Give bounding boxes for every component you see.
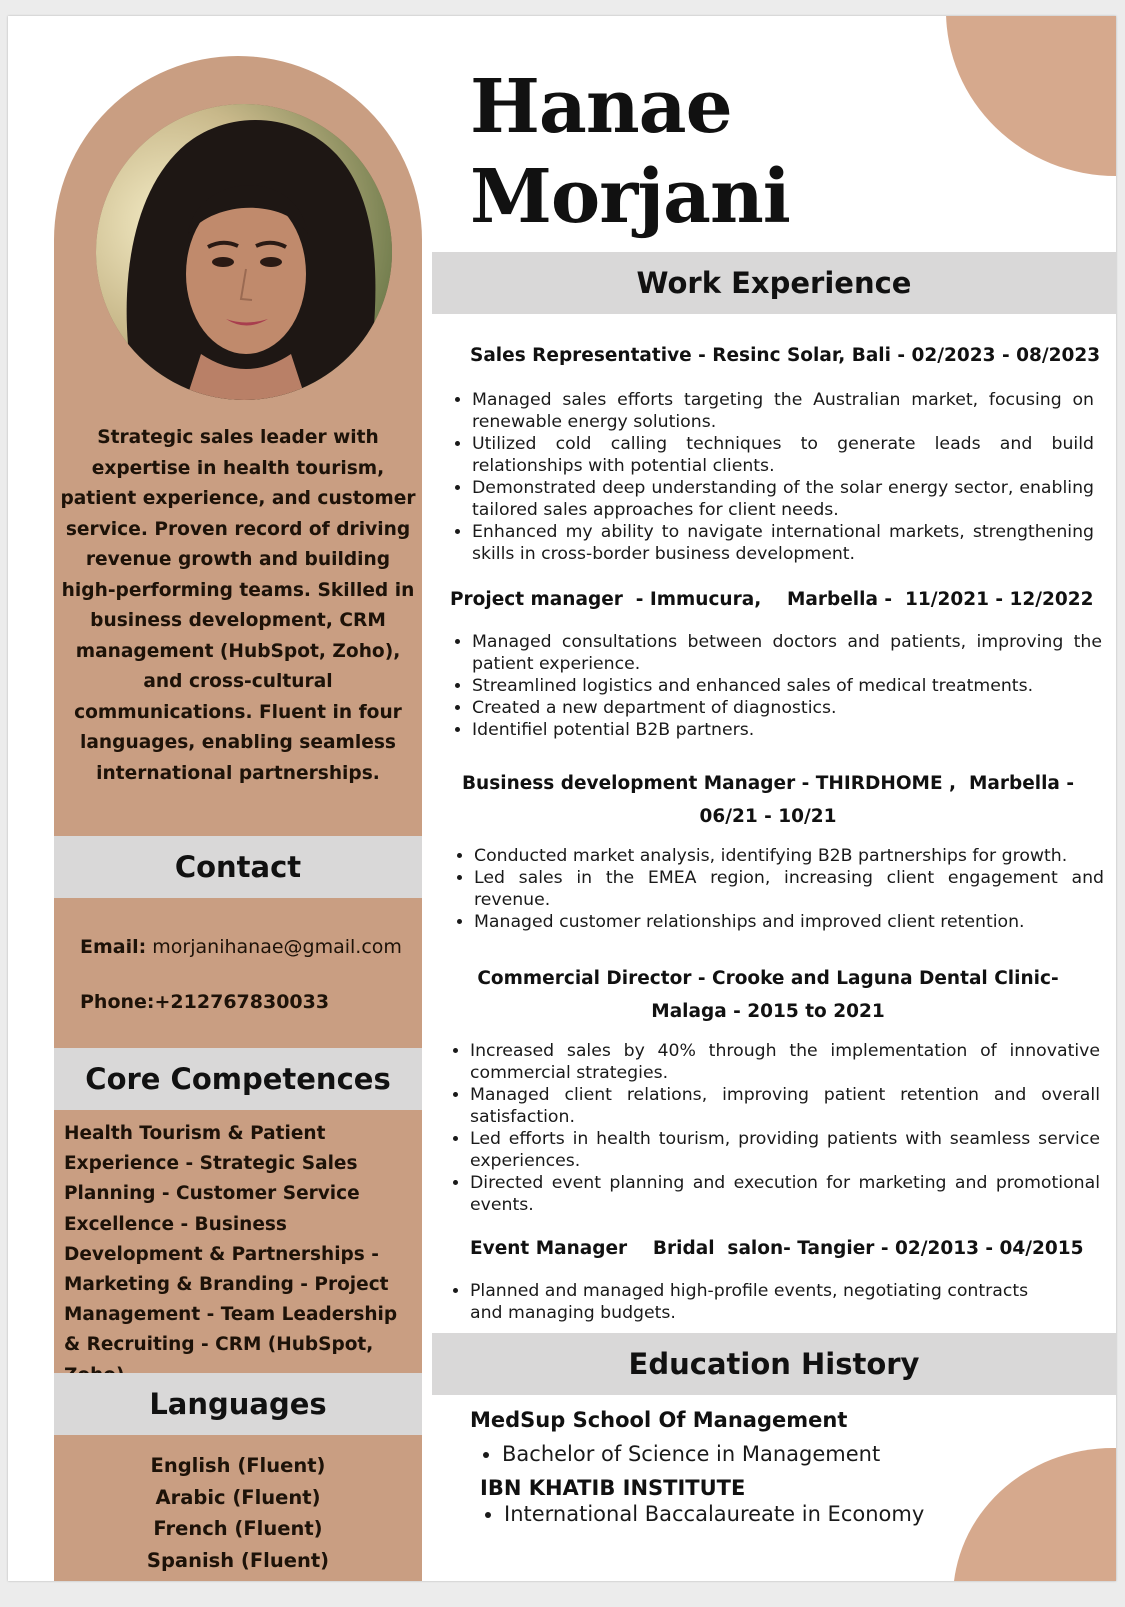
phone-value[interactable]: +212767830033 (154, 991, 330, 1013)
decor-circle-top (946, 16, 1116, 176)
job-title: Project manager - Immucura, Marbella - 11/2021 - 12/2022 (450, 589, 1094, 610)
language-item: English (Fluent) (150, 1454, 326, 1477)
contact-phone[interactable] (80, 991, 329, 1013)
job-bullet: • Increased sales by 40% through the implementation of innovative commercial strategies. (470, 1040, 1100, 1084)
resume-page (8, 16, 1116, 1581)
education-heading: Education History (432, 1333, 1116, 1395)
contact-email[interactable] (80, 936, 402, 958)
email-value[interactable]: morjanihanae@gmail.com (152, 936, 402, 958)
job-bullet: • Managed customer relationships and improved client retention. (474, 911, 1104, 933)
job-bullet: • Identifiel potential B2B partners. (472, 719, 1102, 741)
school-name: IBN KHATIB INSTITUTE (480, 1476, 746, 1500)
job-bullets (448, 1040, 1100, 1216)
school-name: MedSup School Of Management (470, 1408, 848, 1432)
first-name: Hanae (470, 64, 732, 150)
job-title-line: Malaga - 2015 to 2021 (651, 1001, 885, 1022)
job-bullets (452, 845, 1104, 933)
job-title-line: Commercial Director - Crooke and Laguna Dental Clinic- (477, 968, 1059, 989)
language-item: Arabic (Fluent) (155, 1485, 321, 1509)
degree-list (478, 1442, 880, 1466)
phone-label: Phone: (80, 991, 155, 1013)
job-bullet: • Managed sales efforts targeting the Australian market, focusing on renewable energy solutions. (472, 389, 1094, 433)
languages-list (54, 1450, 422, 1577)
profile-summary: Strategic sales leader with expertise in health tourism, patient experience, and customer service. Proven record of driving revenue growth and building high-performing teams. Skilled in business development, CRM management (HubSpot, Zoho), and cross-cultural communications. Fluent in four languages, enabling seamless international partnerships. (60, 427, 416, 784)
contact-heading: Contact (54, 836, 422, 898)
job-bullet: • Planned and managed high-profile events, negotiating contracts and managing budgets. (470, 1280, 1050, 1324)
work-experience-heading: Work Experience (432, 252, 1116, 314)
languages-heading: Languages (54, 1373, 422, 1435)
job-bullet: • Created a new department of diagnostics. (472, 697, 1102, 719)
job-title-line: 06/21 - 10/21 (699, 806, 837, 827)
job-bullets (450, 631, 1102, 741)
job-bullet: • Streamlined logistics and enhanced sales of medical treatments. (472, 675, 1102, 697)
language-item: Spanish (Fluent) (146, 1549, 330, 1573)
job-bullet: • Utilized cold calling techniques to generate leads and build relationships with potential clients. (472, 433, 1094, 477)
job-bullet: • Directed event planning and execution for marketing and promotional events. (470, 1172, 1100, 1216)
competences-text: Health Tourism & Patient Experience - Strategic Sales Planning - Customer Service Excellence - Business Development & Partnerships - Marketing & Branding - Project Management - Team Leadership & Recruiting - CRM (HubSpot, (64, 1123, 398, 1356)
job-bullets (450, 389, 1094, 565)
portrait-icon (96, 104, 392, 400)
job-bullets (448, 1280, 1050, 1324)
degree-item: • Bachelor of Science in Management (502, 1442, 880, 1466)
job-title: Event Manager Bridal salon- Tangier - 02/2013 - 04/2015 (470, 1238, 1084, 1259)
email-label: Email: (80, 936, 147, 958)
language-item: French (Fluent) (153, 1517, 323, 1541)
job-title-line: Business development Manager - THIRDHOME , Marbella - (461, 773, 1075, 794)
job-bullet: • Managed consultations between doctors and patients, improving the patient experience. (472, 631, 1102, 675)
full-name (470, 62, 790, 242)
degree-item: • International Baccalaureate in Economy (504, 1502, 924, 1526)
job-bullet: • Led sales in the EMEA region, increasing client engagement and revenue. (474, 867, 1104, 911)
job-bullet: • Demonstrated deep understanding of the solar energy sector, enabling tailored sales approaches for client needs. (472, 477, 1094, 521)
job-bullet: • Enhanced my ability to navigate international markets, strengthening skills in cross-border business development. (472, 521, 1094, 565)
degree-list (480, 1502, 924, 1526)
decor-circle-bottom (953, 1448, 1116, 1581)
job-bullet: • Led efforts in health tourism, providing patients with seamless service experiences. (470, 1128, 1100, 1172)
sidebar (54, 56, 422, 1581)
profile-photo (96, 104, 392, 400)
competences-heading: Core Competences (54, 1048, 422, 1110)
job-bullet: • Conducted market analysis, identifying B2B partnerships for growth. (474, 845, 1104, 867)
last-name: Morjani (470, 154, 790, 240)
job-bullet: • Managed client relations, improving patient retention and overall satisfaction. (470, 1084, 1100, 1128)
job-title: Sales Representative - Resinc Solar, Bali - 02/2023 - 08/2023 (470, 345, 1101, 366)
